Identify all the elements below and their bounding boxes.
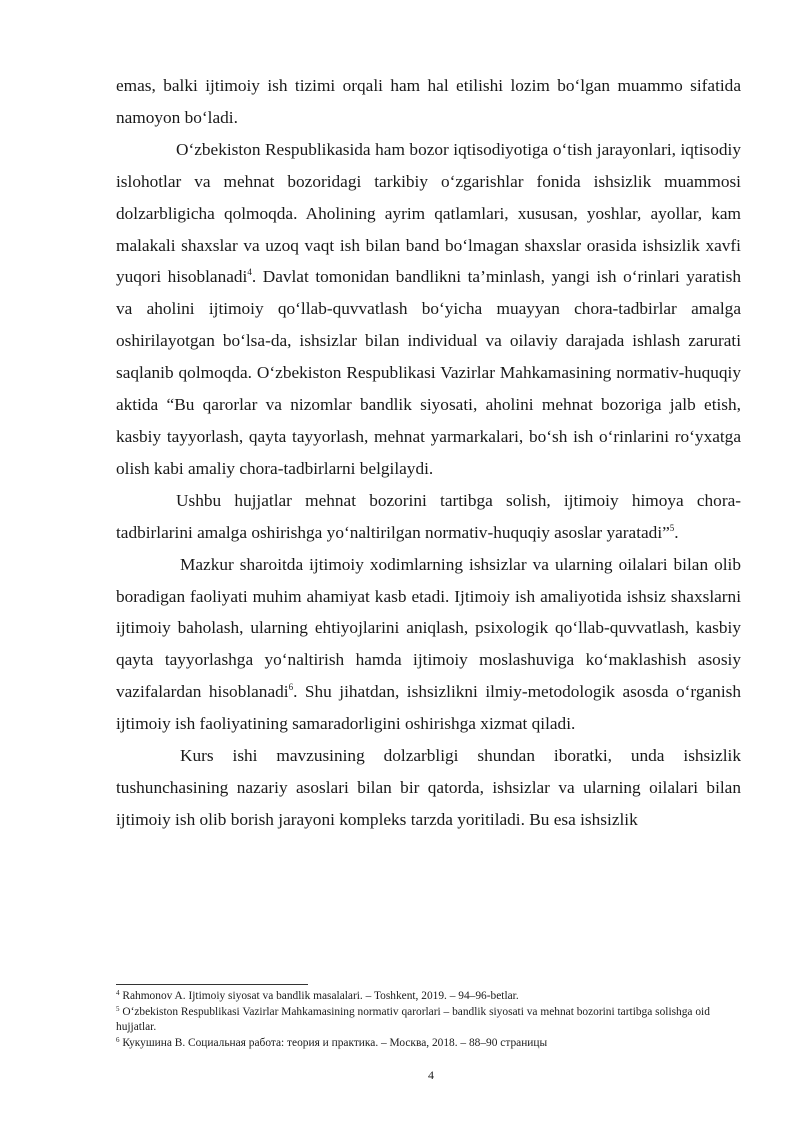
paragraph-text: . — [674, 522, 679, 542]
paragraph-text: Mazkur sharoitda ijtimoiy xodimlarning ishsizlar va ularning oilalari bilan olib boradigan faoliyati muhim ahamiyat kasb etadi. Ijtimoiy ish amaliyotida ishsiz shaxslarni ijtimoiy baholash, ularning ehtiyojlarini aniqlash, psixologik qoʻllab-quvvatlash, kasbiy qayta tayyorlashga yoʻnaltirish hamda ijtimoiy moslashuviga koʻmaklashish asosiy vazifalardan hisoblanadi — [116, 554, 741, 702]
footnote-4 — [116, 989, 716, 1005]
footnote-number: 5 — [116, 1004, 120, 1013]
footnote-ref-5[interactable]: 5 — [669, 522, 675, 533]
footnote-separator — [116, 984, 308, 985]
footnote-ref-6[interactable]: 6 — [288, 682, 294, 693]
paragraph-text: Kurs ishi mavzusining dolzarbligi shundan iboratki, unda ishsizlik tushunchasining nazariy asoslari bilan bir qatorda, ishsizlar va ularning oilalari bilan ijtimoiy ish olib borish jarayoni kompleks tarzda yoritiladi. Bu esa ishsizlik — [116, 746, 741, 829]
body-text — [116, 70, 741, 836]
footnote-text: Кукушина В. Социальная работа: теория и практика. – Москва, 2018. – 88–90 страницы — [119, 1036, 548, 1049]
paragraph-unemployment-context — [116, 134, 741, 485]
paragraph-text: . Shu jihatdan, ishsizlikni ilmiy-metodologik asosda oʻrganish ijtimoiy ish faoliyatining samaradorligini oshirishga xizmat qiladi. — [116, 682, 741, 734]
footnote-text: Oʻzbekiston Respublikasi Vazirlar Mahkamasining normativ qarorlari – bandlik siyosati va mehnat bozorini tartibga solishga oid hujjatlar. — [116, 1005, 710, 1033]
paragraph-text: . Davlat tomonidan bandlikni ta’minlash, yangi ish oʻrinlari yaratish va aholini ijtimoiy qoʻllab-quvvatlash boʻyicha muayyan chora-tadbirlar amalga oshirilayotgan boʻlsa-da, ishsizlar bilan individual va oilaviy darajada ishlash zarurati saqlanib qolmoqda. Oʻzbekiston Respublikasi Vazirlar Mahkamasining normativ-huquqiy aktida “Bu qarorlar va nizomlar bandlik siyosati, aholini mehnat bozoriga jalb etish, kasbiy tayyorlash, qayta tayyorlash, mehnat yarmarkalari, boʻsh ish oʻrinlarini roʻyxatga olish kabi amaliy chora-tadbirlarni belgilaydi. — [116, 267, 741, 478]
footnote-6 — [116, 1036, 716, 1052]
paragraph-continuation — [116, 70, 741, 134]
page-number: 4 — [428, 1068, 434, 1082]
paragraph-text: Ushbu hujjatlar mehnat bozorini tartibga solish, ijtimoiy himoya chora-tadbirlarini amalga oshirishga yoʻnaltirilgan normativ-huquqiy asoslar yaratadi” — [116, 490, 741, 542]
footnote-number: 6 — [116, 1035, 120, 1044]
footnote-5 — [116, 1005, 716, 1036]
paragraph-text: Oʻzbekiston Respublikasida ham bozor iqtisodiyotiga oʻtish jarayonlari, iqtisodiy islohotlar va mehnat bozoridagi tarkibiy oʻzgarishlar fonida ishsizlik muammosi dolzarbligicha qolmoqda. Aholining ayrim qatlamlari, xususan, yoshlar, ayollar, kam malakali shaxslar va uzoq vaqt ish bilan band boʻlmagan shaxslar orasida ishsizlik xavfi yuqori hisoblanadi — [116, 139, 741, 287]
paragraph-text: emas, balki ijtimoiy ish tizimi orqali ham hal etilishi lozim boʻlgan muammo sifatida namoyon boʻladi. — [116, 76, 741, 127]
footnote-text: Rahmonov A. Ijtimoiy siyosat va bandlik masalalari. – Toshkent, 2019. – 94–96-betlar. — [119, 990, 519, 1002]
paragraph-social-workers — [116, 549, 741, 740]
footnote-ref-4[interactable]: 4 — [247, 267, 252, 278]
footnotes — [116, 989, 716, 1051]
paragraph-course-relevance — [116, 740, 741, 836]
footnote-number: 4 — [116, 989, 120, 997]
paragraph-normative-documents — [116, 485, 741, 549]
